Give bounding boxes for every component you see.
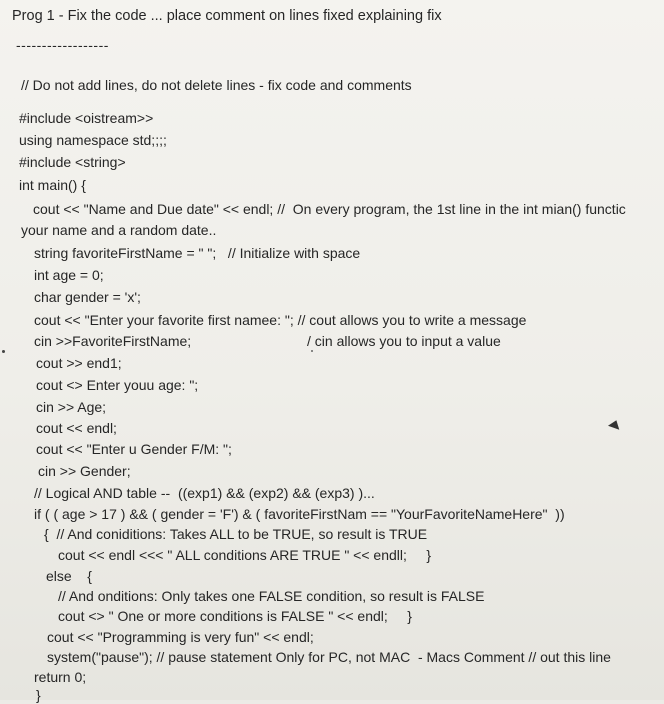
code-line: cin >> Gender; [38,463,131,479]
code-line: return 0; [34,669,87,685]
paper-speck [311,350,313,352]
code-line: cout << "Name and Due date" << endl; // On every program, the 1st line in the int mian() functic [33,201,626,217]
code-line: char gender = 'x'; [34,289,141,305]
code-line: cout << "Enter u Gender F/M: "; [36,441,232,457]
code-line: cout << "Enter your favorite first namee: "; // cout allows you to write a message [34,312,527,328]
page-title: Prog 1 - Fix the code ... place comment on lines fixed explaining fix [12,8,442,24]
code-comment: / cin allows you to input a value [307,333,501,349]
code-line: cout >> end1; [36,355,122,371]
code-line: cin >> Age; [36,399,107,415]
code-line: int age = 0; [34,267,104,283]
code-line: cout <> " One or more conditions is FALSE " << endl; } [58,608,412,624]
separator: ------------------ [16,37,109,53]
code-line: cout << "Programming is very fun" << endl; [47,629,314,645]
instruction-comment: // Do not add lines, do not delete lines - fix code and comments [21,77,412,93]
code-line: your name and a random date.. [21,222,217,238]
code-line: #include <string> [19,154,126,170]
code-line: else { [46,568,92,584]
margin-dot [2,350,5,353]
code-line: // And onditions: Only takes one FALSE condition, so result is FALSE [58,588,485,604]
code-line: cout <> Enter youu age: "; [36,377,199,393]
code-line: using namespace std;;;; [19,132,167,148]
code-line: if ( ( age > 17 ) && ( gender = 'F') & ( favoriteFirstNam == "YourFavoriteNameHere" )) [34,506,565,522]
code-line: cin >>FavoriteFirstName; [34,333,192,349]
code-line: string favoriteFirstName = " "; // Initialize with space [34,245,361,261]
code-line: int main() { [19,177,86,193]
code-line: #include <oistream>> [19,110,154,126]
code-line: } [36,687,41,703]
code-line: cout << endl <<< " ALL conditions ARE TRUE " << endll; } [58,547,432,563]
code-line: // Logical AND table -- ((exp1) && (exp2) && (exp3) )... [34,485,375,501]
code-line: cout << endl; [36,420,117,436]
code-line: { // And coniditions: Takes ALL to be TRUE, so result is TRUE [44,526,428,542]
mouse-cursor-icon [608,418,622,430]
code-line: system("pause"); // pause statement Only for PC, not MAC - Macs Comment // out this line [47,649,611,665]
